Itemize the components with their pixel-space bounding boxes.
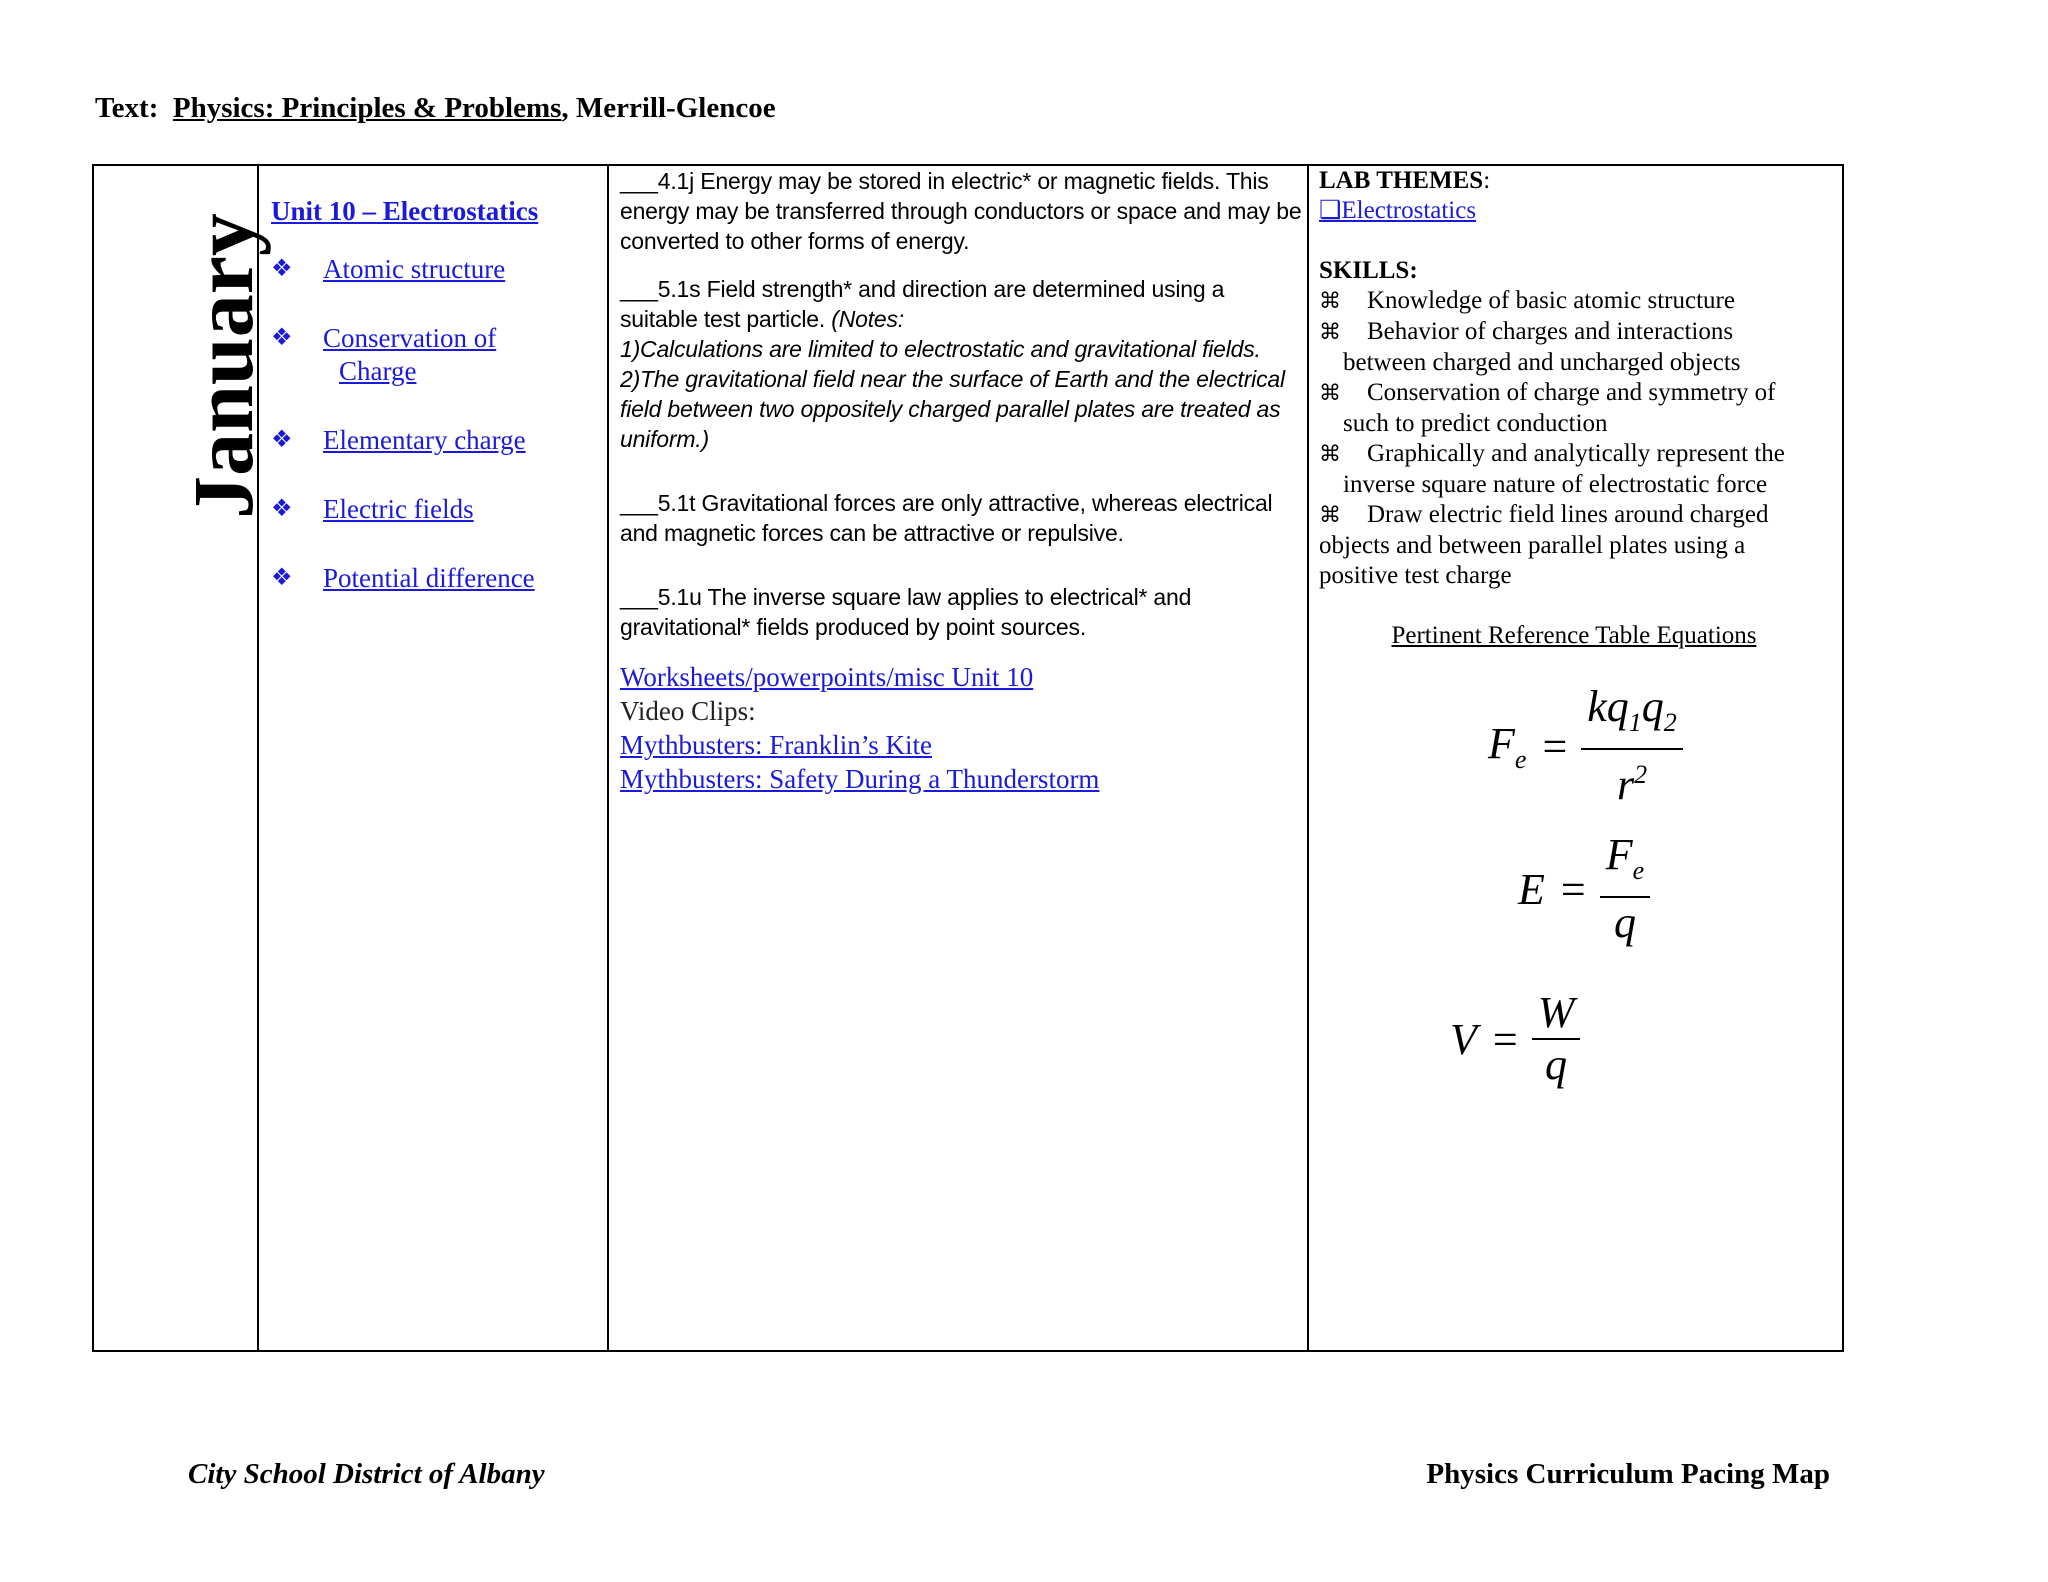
diamond-bullet-icon: ❖	[271, 565, 293, 591]
command-key-icon: ⌘	[1319, 442, 1341, 467]
command-key-icon: ⌘	[1319, 289, 1341, 314]
publisher: , Merrill-Glencoe	[561, 92, 776, 124]
equation-electric-field: E = $\frac{F_e}{q}$	[1518, 830, 1650, 948]
diamond-bullet-icon: ❖	[271, 325, 293, 351]
video-clips-label: Video Clips:	[620, 696, 756, 726]
topic-link-conservation-of-charge[interactable]: Conservation of	[323, 323, 497, 353]
topic-link-charge[interactable]: Charge	[339, 356, 417, 386]
skill-item: ⌘ Draw electric field lines around charged	[1319, 500, 1829, 531]
command-key-icon: ⌘	[1319, 320, 1341, 345]
standard-5-1s-main: ___5.1s Field strength* and direction are determined using a suitable test particle.	[620, 276, 1225, 332]
skill-item: ⌘ Knowledge of basic atomic structure	[1319, 286, 1829, 317]
topic-link-atomic-structure[interactable]: Atomic structure	[323, 254, 506, 284]
skill-item-continued: objects and between parallel plates using a positive test charge	[1319, 532, 1746, 589]
topic-item[interactable]	[271, 424, 601, 457]
equation-coulomb: $F_e$ = $\frac{kq_1q_2}{r^2}$	[1488, 682, 1683, 810]
topic-link-potential-difference[interactable]: Potential difference	[323, 563, 535, 593]
lab-theme-link-electrostatics[interactable]: ❑Electrostatics	[1319, 197, 1477, 224]
worksheets-link[interactable]: Worksheets/powerpoints/misc Unit 10	[620, 662, 1034, 692]
standard-5-1t: ___5.1t Gravitational forces are only attractive, whereas electrical and magnetic forces can be attractive or repulsive.	[620, 490, 1273, 546]
topic-link-elementary-charge[interactable]: Elementary charge	[323, 425, 526, 455]
diamond-bullet-icon: ❖	[271, 496, 293, 522]
standard-5-1s-notes-label: (Notes:	[831, 306, 904, 332]
unit-title-link[interactable]: Unit 10 – Electrostatics	[271, 196, 539, 226]
skills-heading: SKILLS:	[1319, 257, 1418, 284]
diamond-bullet-icon: ❖	[271, 427, 293, 453]
column-divider	[1307, 166, 1309, 1350]
footer-district: City School District of Albany	[188, 1458, 545, 1490]
standard-5-1u: ___5.1u The inverse square law applies to electrical* and gravitational* fields produced by point sources.	[620, 584, 1192, 640]
column-divider	[607, 166, 609, 1350]
topic-link-electric-fields[interactable]: Electric fields	[323, 494, 474, 524]
equation-potential-difference: V = $\frac{W}{q}$	[1450, 988, 1580, 1090]
standards-column	[620, 166, 1302, 796]
video-link-franklins-kite[interactable]: Mythbusters: Franklin’s Kite	[620, 730, 932, 760]
document-header	[95, 92, 776, 125]
lab-themes-heading: LAB THEMES:	[1319, 167, 1491, 194]
skill-item: ⌘ Behavior of charges and interactions between charged and uncharged objects	[1319, 318, 1741, 376]
standard-5-1s	[620, 274, 1302, 454]
textbook-title: Physics: Principles & Problems	[172, 92, 562, 124]
diamond-bullet-icon: ❖	[271, 256, 293, 282]
standard-5-1s-note-1: 1)Calculations are limited to electrostatic and gravitational fields.	[620, 336, 1261, 362]
skill-item: ⌘ Conservation of charge and symmetry of such to predict conduction	[1319, 379, 1776, 437]
unit-column	[271, 196, 601, 631]
topic-item[interactable]	[271, 562, 601, 595]
command-key-icon: ⌘	[1319, 503, 1341, 528]
month-label: January	[175, 213, 271, 519]
topic-item[interactable]	[271, 253, 601, 286]
reference-table-title: Pertinent Reference Table Equations	[1391, 622, 1757, 649]
video-link-thunderstorm-safety[interactable]: Mythbusters: Safety During a Thunderstorm	[620, 764, 1100, 794]
standard-4-1j: ___4.1j Energy may be stored in electric* or magnetic fields. This energy may be transferred through conductors or space and may be converted to other forms of energy.	[620, 168, 1302, 254]
topic-item[interactable]	[271, 493, 601, 526]
topic-item[interactable]	[271, 322, 601, 388]
header-prefix: Text:	[95, 92, 159, 124]
skill-item: ⌘ Graphically and analytically represent the inverse square nature of electrostatic force	[1319, 440, 1785, 498]
command-key-icon: ⌘	[1319, 381, 1341, 406]
footer-map-title: Physics Curriculum Pacing Map	[1426, 1458, 1830, 1490]
lab-skills-column	[1319, 166, 1829, 651]
standard-5-1s-note-2: 2)The gravitational field near the surface of Earth and the electrical field between two oppositely charged parallel plates are treated as uniform.)	[620, 366, 1285, 452]
